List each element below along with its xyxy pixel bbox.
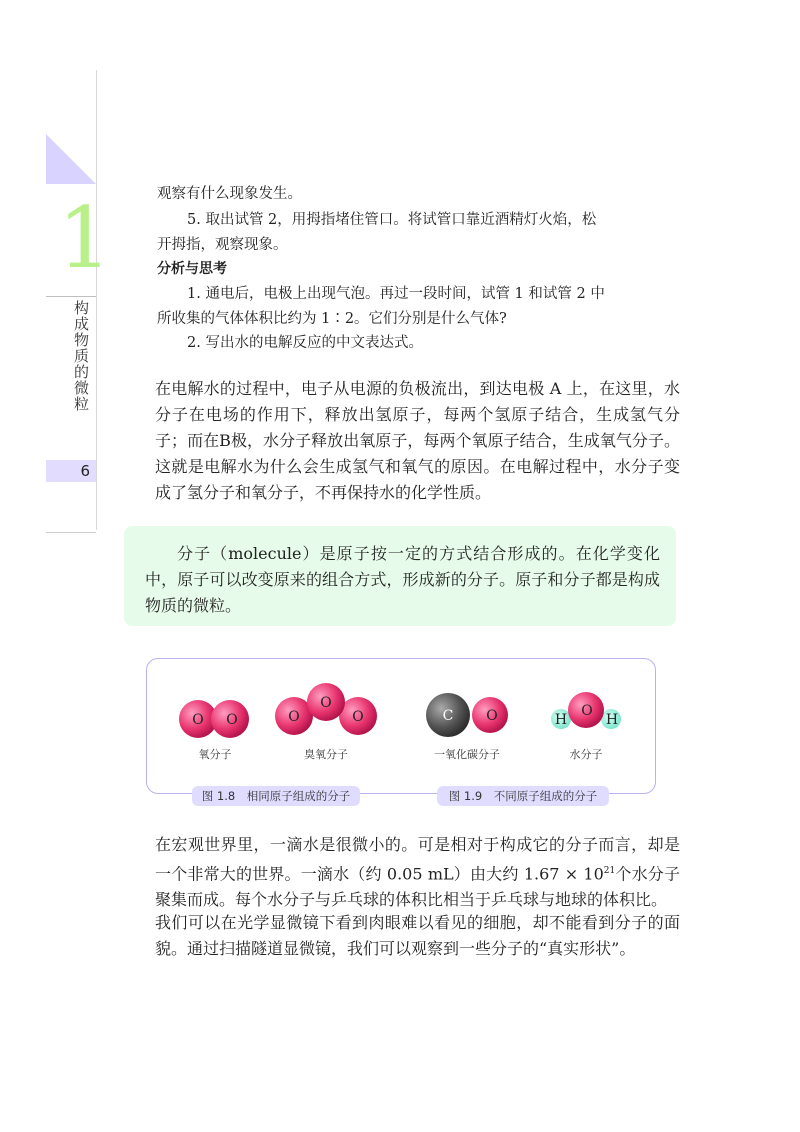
- page-number: 6: [80, 462, 90, 480]
- atom-label: O: [581, 703, 593, 719]
- atom-label: O: [320, 695, 332, 711]
- oxygen-molecule-label: 氧分子: [198, 748, 232, 761]
- atom-label: O: [226, 712, 238, 728]
- chapter-number: 1: [58, 189, 112, 287]
- molecule-definition: 分子（molecule）是原子按一定的方式结合形成的。在化学变化中，原子可以改变原来的组合方式，形成新的分子。原子和分子都是构成物质的微粒。: [145, 544, 660, 615]
- water-molecule-label: 水分子: [569, 748, 603, 761]
- paragraph-water-drop-text: [155, 832, 680, 913]
- experiment-step-5-cont: 开拇指，观察现象。: [157, 237, 288, 253]
- water-drop-text-a: 在宏观世界里，一滴水是很微小的。可是相对于构成它的分子而言，却是一个非常大的世界。一滴水（约 0.05 mL）由大约 1.67 × 10: [155, 835, 680, 884]
- ozone-molecule-label: 臭氧分子: [304, 748, 348, 761]
- atom-label: O: [192, 712, 204, 728]
- experiment-line: 观察有什么现象发生。: [157, 186, 302, 202]
- water-drop-text-b: 个水分子聚集而成。每个水分子与乒乓球的体积比相当于乒乓球与地球的体积比。: [155, 864, 680, 910]
- chapter-title: 构成物质的微粒: [72, 300, 90, 412]
- atom-label: C: [442, 708, 454, 724]
- analysis-heading: 分析与思考: [157, 261, 227, 277]
- paragraph-electrolysis-text: 在电解水的过程中，电子从电源的负极流出，到达电极 A 上，在这里，水分子在电场的作用下，释放出氢原子，每两个氢原子结合，生成氢气分子；而在B极，水分子释放出氧原子，每两个氧原子结合，生成氧气分子。这就是电解水为什么会生成氢气和氧气的原因。在电解过程中，水分子变成了氢分子和氧分子，不再保持水的化学性质。: [155, 379, 680, 502]
- water-molecule: [551, 692, 621, 729]
- chapter-divider: [46, 296, 96, 297]
- figure-caption-1-8: 图 1.8 相同原子组成的分子: [192, 786, 360, 806]
- atom-label: O: [288, 709, 300, 725]
- molecule-figure: [146, 658, 654, 758]
- figure-caption-1-9: 图 1.9 不同原子组成的分子: [437, 786, 609, 806]
- co-molecule-label: 一氧化碳分子: [434, 748, 500, 761]
- carbon-monoxide-molecule: [426, 693, 508, 737]
- chapter-corner-triangle: [46, 134, 96, 184]
- oxygen-molecule: [179, 700, 249, 738]
- tab-bottom-edge: [46, 510, 96, 533]
- paragraph-water-drop: [155, 832, 680, 913]
- atom-label: O: [352, 709, 364, 725]
- atom-label: H: [554, 712, 568, 728]
- exponent: 21: [603, 866, 616, 876]
- paragraph-electrolysis: [155, 376, 680, 506]
- atom-label: O: [486, 708, 498, 724]
- atom-label: H: [605, 712, 619, 728]
- question-1-cont: 所收集的气体体积比约为 1∶2。它们分别是什么气体?: [157, 311, 507, 327]
- question-1: 1. 通电后，电极上出现气泡。再过一段时间，试管 1 和试管 2 中: [187, 286, 605, 302]
- experiment-step-5: 5. 取出试管 2，用拇指堵住管口。将试管口靠近酒精灯火焰，松: [187, 212, 597, 228]
- ozone-molecule: [275, 683, 377, 735]
- paragraph-microscope: [155, 910, 680, 962]
- question-2: 2. 写出水的电解反应的中文表达式。: [187, 335, 423, 351]
- paragraph-microscope-text: 我们可以在光学显微镜下看到肉眼难以看见的细胞，却不能看到分子的面貌。通过扫描隧道显微镜，我们可以观察到一些分子的“真实形状”。: [155, 913, 680, 958]
- margin-rule: [96, 70, 97, 530]
